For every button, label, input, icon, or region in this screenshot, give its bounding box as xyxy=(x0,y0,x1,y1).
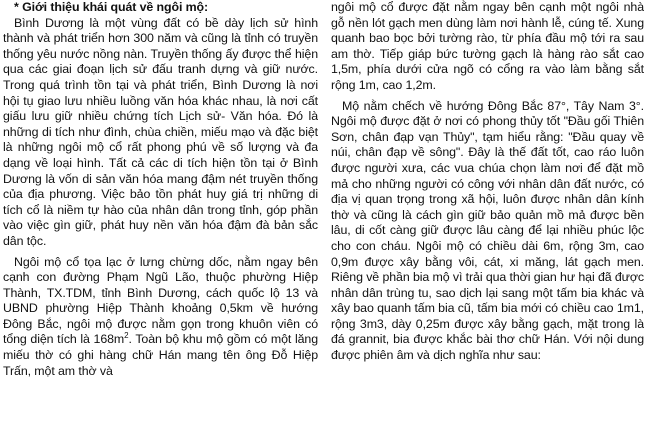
location-text-end: . Toàn bộ khu mộ gồm có một lăng miếu thờ có ghi hàng chữ Hán mang tên ông Đỗ Hiệp Trấn, một am thờ và xyxy=(3,332,318,378)
left-column xyxy=(3,0,318,432)
section-heading: * Giới thiệu khái quát về ngôi mộ: xyxy=(14,0,209,14)
paragraph-enclosure: ngôi mộ cổ được đặt nằm ngay bên cạnh một ngôi nhà gỗ nền lót gạch men dùng làm nơi hành lễ, cúng tế. Xung quanh bao bọc bởi tường rào, từ phía đầu mộ tới ra sau am thờ. Tiếp giáp bức tường gạch là hàng rào sắt cao 1,5m, phía dưới cửa ngõ có cổng ra vào làm bằng sắt rộng 1m, cao 1,2m. xyxy=(331,0,644,92)
paragraph-orientation: Mộ nằm chếch về hướng Đông Bắc 87°, Tây Nam 3°. Ngôi mộ được đặt ở nơi có phong thủy tốt "Đầu gối Thiên Sơn, chân đạp vạn Thủy", tạm hiểu rằng: "Đầu quay về núi, chân đạp về sông". Đây là thế đất tốt, cao ráo luôn được người xưa, các vua chúa chọn làm nơi để đặt mồ mả cho những người có công với nhân dân đất nước, có địa vị quan trọng trong xã hội, luôn được nhân dân kính thờ và cũng là cách gìn giữ bảo quản mồ mả được bền lâu, di cốt càng giữ được lâu càng để lại nhiều phúc lộc cho con cháu. Ngôi mộ có chiều dài 6m, rộng 3m, cao 0,9m được xây bằng vôi, cát, xi măng, lát gạch men. Riêng về phần bia mộ vì trải qua thời gian hư hại đã được nhân dân trùng tu, sao dịch lại sang một tấm bia khác và xây bao quanh tấm bia cũ, tấm bia mới có chiều cao 1m1, rộng 3m3, dày 0,25m được xây bằng gạch, mặt trong là đá grannit, bia được khắc bài thơ chữ Hán. Với nội dung được phiên âm và dịch nghĩa như sau: xyxy=(331,98,644,363)
paragraph-history: Bình Dương là một vùng đất có bề dày lịch sử hình thành và phát triển hơn 300 năm và cũng là tỉnh có truyền thống yêu nước nồng nàn. Truyền thống ấy được thể hiện qua các giai đoạn lịch sử đấu tranh dựng và giữ nước. Trong quá trình tồn tại và phát triển, Bình Dương là nơi hội tụ giao lưu nhiều luồng văn hóa khác nhau, là nơi cất giấu lưu giữ nhiều chứng tích Lịch sử- Văn hóa. Đó là những di tích như đình, chùa chiền, miếu mạo và đặc biệt là những ngôi mộ cổ rất phong phú về số lượng và đa dạng về loại hình. Tất cả các di tích hiện tồn tại ở Bình Dương là vốn di sản văn hóa mang đậm nét truyền thống của địa phương. Việc bảo tồn phát huy giá trị những di tích cổ là niềm tự hào của nhân dân trong tỉnh, góp phần vào việc gìn giữ, phát huy nền văn hóa đậm đà bản sắc dân tộc. xyxy=(3,15,318,248)
location-text-start: Ngôi mộ cổ tọa lạc ở lưng chừng dốc, nằm ngay bên cạnh con đường Phạm Ngũ Lão, thuộc phường Hiệp Thành, TX.TDM, tỉnh Bình Dương, cách quốc lộ 13 và UBND phường Hiệp Thành khoảng 0,5km về hướng Đông Bắc, ngôi mộ được nằm gọn trong khuôn viên có tổng diện tích là 168m xyxy=(3,254,318,347)
right-column xyxy=(331,0,644,432)
area-superscript: 2 xyxy=(124,331,129,341)
paragraph-location xyxy=(3,255,318,380)
